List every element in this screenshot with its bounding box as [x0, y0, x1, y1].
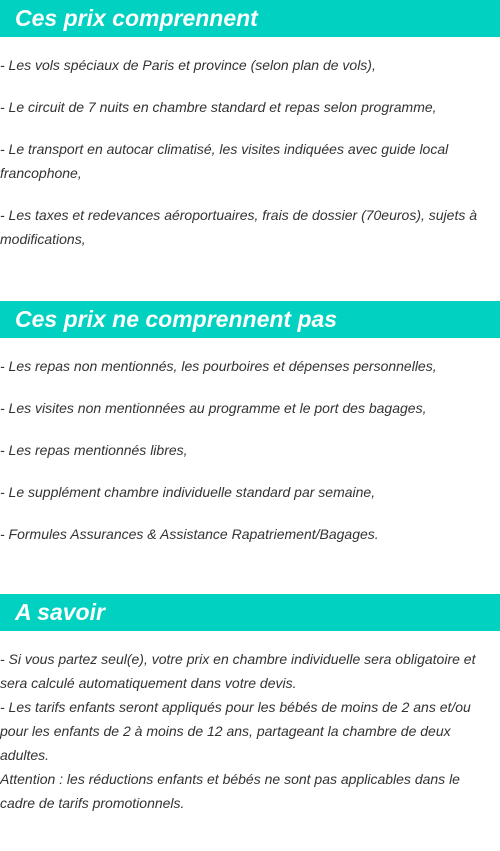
- list-item: Attention : les réductions enfants et bébés ne sont pas applicables dans le cadre de tarifs promotionnels.: [0, 771, 460, 811]
- list-item: - Formules Assurances & Assistance Rapatriement/Bagages.: [0, 526, 379, 542]
- list-item: - Les taxes et redevances aéroportuaires, frais de dossier (70euros), sujets à modifications,: [0, 207, 478, 247]
- section-includes: [0, 0, 500, 251]
- section-title-excludes: Ces prix ne comprennent pas: [0, 301, 500, 338]
- section-title-includes: Ces prix comprennent: [0, 0, 500, 37]
- list-item: - Si vous partez seul(e), votre prix en chambre individuelle sera obligatoire et sera calculé automatiquement dans votre devis.: [0, 651, 476, 691]
- list-item: - Les repas mentionnés libres,: [0, 442, 188, 458]
- a-savoir-list: [0, 647, 500, 815]
- includes-list: [0, 53, 500, 251]
- excludes-list: [0, 354, 500, 546]
- list-item: - Les repas non mentionnés, les pourboires et dépenses personnelles,: [0, 358, 437, 374]
- list-item: - Les tarifs enfants seront appliqués pour les bébés de moins de 2 ans et/ou pour les enfants de 2 à moins de 12 ans, partageant la chambre de deux adultes.: [0, 699, 471, 763]
- section-a-savoir: [0, 594, 500, 815]
- section-excludes: [0, 301, 500, 546]
- list-item: - Le transport en autocar climatisé, les visites indiquées avec guide local francophone,: [0, 141, 449, 181]
- list-item: - Les vols spéciaux de Paris et province (selon plan de vols),: [0, 57, 376, 73]
- list-item: - Le circuit de 7 nuits en chambre standard et repas selon programme,: [0, 99, 437, 115]
- list-item: - Les visites non mentionnées au programme et le port des bagages,: [0, 400, 427, 416]
- list-item: - Le supplément chambre individuelle standard par semaine,: [0, 484, 376, 500]
- section-title-a-savoir: A savoir: [0, 594, 500, 631]
